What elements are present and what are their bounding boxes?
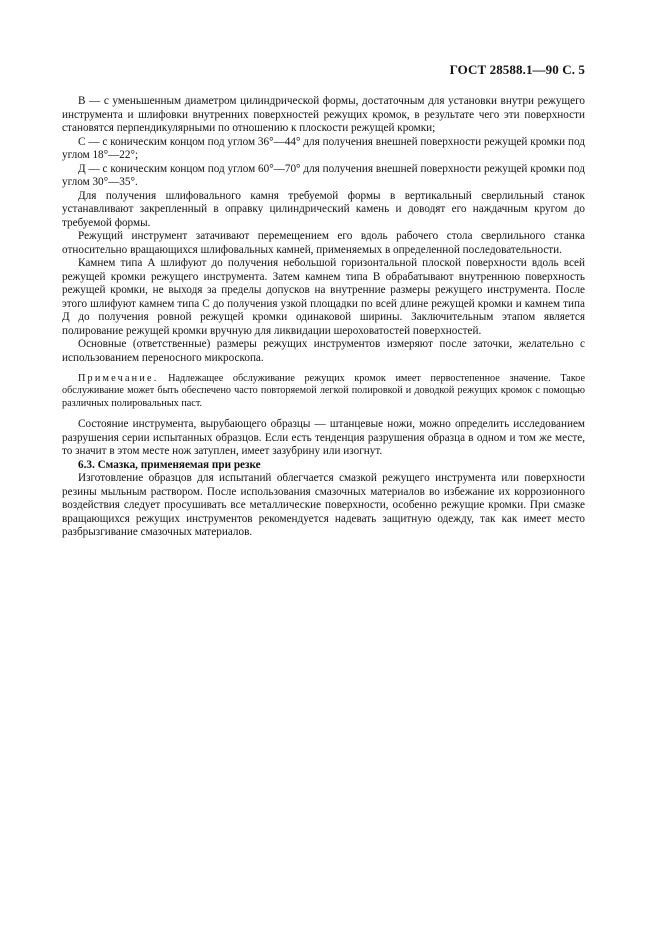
paragraph-stone-sequence: Камнем типа А шлифуют до получения небольшой горизонтальной плоской поверхности вдоль всей режущей кромки режущего инструмента. Затем камнем типа В обрабатывают внутреннюю поверхность режущей кромки, не выходя за пределы допусков на внутренние размеры режущего инструмента. После этого шлифуют камнем типа С до получения узкой площадки по всей длине режущей кромки и камнем типа Д до получения ровной режущей кромки одинаковой ширины. Заключительным этапом является полирование режущей кромки вручную для ликвидации шероховатостей поверхностей.: [62, 257, 585, 337]
section-title: 6.3. Смазка, применяемая при резке: [78, 458, 261, 471]
paragraph-die-condition: Состояние инструмента, вырубающего образцы — штанцевые ножи, можно определить исследованием разрушения серии испытанных образцов. Если есть тенденция разрушения образца в одном и том же месте, то значит в этом месте нож затуплен, имеет зазубрину или изогнут.: [62, 418, 585, 458]
paragraph-type-c: С — с коническим концом под углом 36°—44° для получения внешней поверхности режущей кромки под углом 18°—22°;: [62, 135, 585, 161]
paragraph-stone-shape: Для получения шлифовального камня требуемой формы в вертикальный сверлильный станок устанавливают закрепленный в оправку цилиндрический камень и доводят его наждачным кругом до требуемой формы.: [62, 189, 585, 229]
note-text: Надлежащее обслуживание режущих кромок имеет первостепенное значение. Такое обслуживание может быть обеспечено часто повторяемой легкой полировкой и доводкой режущих кромок с помощью различных полировальных паст.: [62, 373, 585, 409]
document-body: [62, 95, 585, 540]
note: [62, 373, 585, 410]
note-label: Примечание.: [78, 373, 159, 384]
page-header: ГОСТ 28588.1—90 С. 5: [449, 62, 585, 77]
paragraph-sharpening: Режущий инструмент затачивают перемещением его вдоль рабочего стола сверлильного станка относительно вращающихся шлифовальных камней, применяемых в определенной последовательности.: [62, 230, 585, 256]
paragraph-type-d: Д — с коническим концом под углом 60°—70° для получения внешней поверхности режущей кромки под углом 30°—35°.: [62, 162, 585, 188]
paragraph-measurement: Основные (ответственные) размеры режущих инструментов измеряют после заточки, желательно с использованием переносного микроскопа.: [62, 338, 585, 364]
paragraph-type-b: В — с уменьшенным диаметром цилиндрической формы, достаточным для установки внутри режущего инструмента и шлифовки внутренних поверхностей режущих кромок, в результате чего эти поверхности становятся перпендикулярными по отношению к плоскости режущей кромки;: [62, 95, 585, 134]
paragraph-lubrication: Изготовление образцов для испытаний облегчается смазкой режущего инструмента или поверхности резины мыльным раствором. После использования смазочных материалов во избежание их коррозионного воздействия следует просушивать все металлические поверхности, особенно режущие кромки. При смазке вращающихся режущих инструментов рекомендуется надевать защитную одежду, так как имеет место разбрызгивание смазочных материалов.: [62, 472, 585, 539]
